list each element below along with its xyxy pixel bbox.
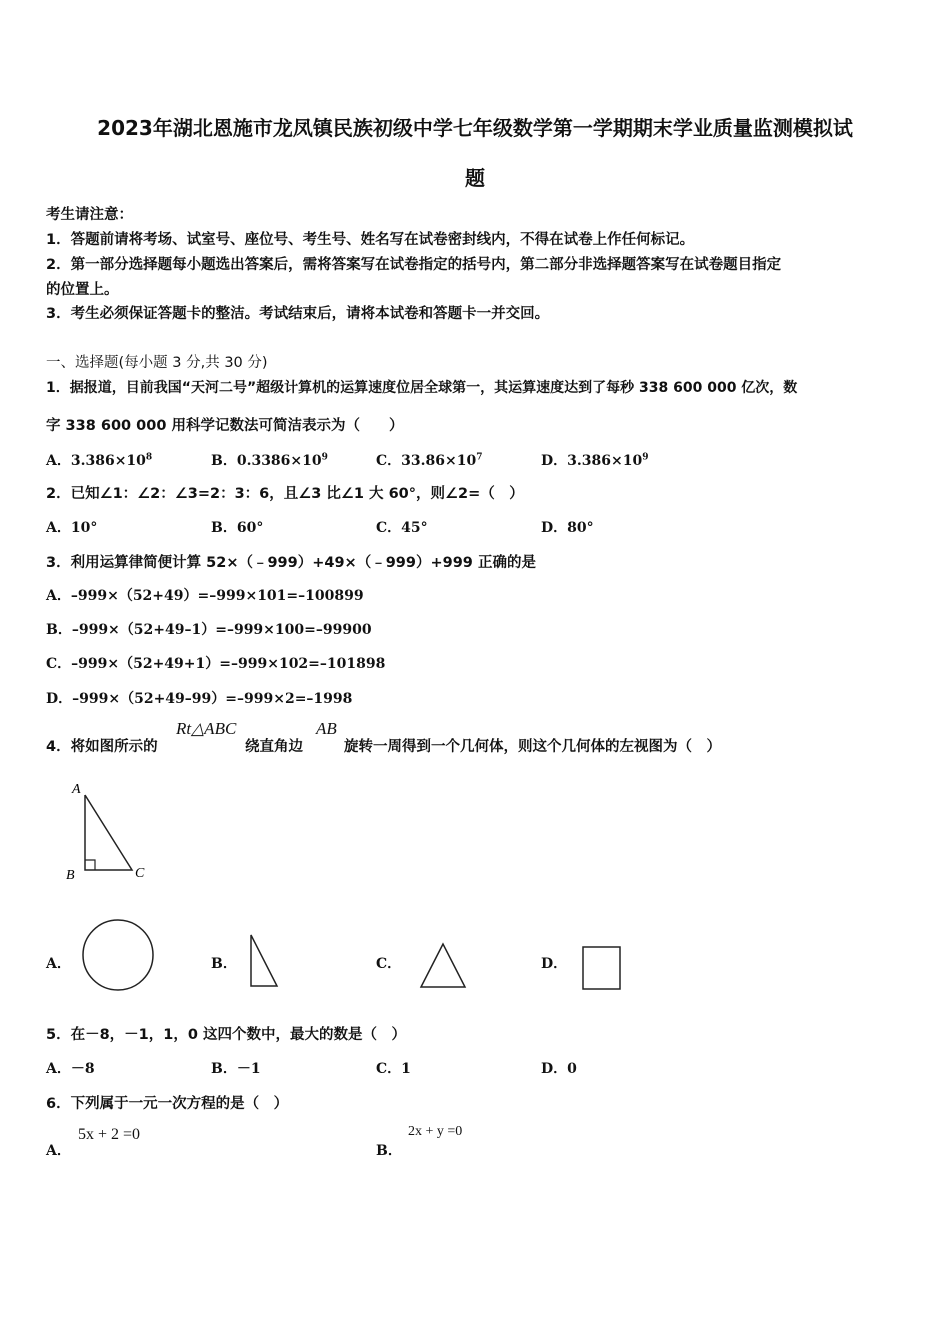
circle-icon [80,918,160,994]
q1-option-b: B．$0.3386\times 10^9$ [211,452,328,469]
square-icon [580,944,624,992]
q6-option-a: A． [46,1143,71,1159]
question-4-math-triangle: Rt△ABC [176,719,237,738]
question-1-text: 1．据报道，目前我国“天河二号”超级计算机的运算速度位居全球第一，其运算速度达到了每秒 338 600 000 亿次，数 [46,380,798,396]
q2-option-d: D．80° [541,520,594,536]
q3-option-b: B．–999×（52+49–1）=–999×100=–99900 [46,622,372,638]
q3-option-c: C．–999×（52+49+1）=–999×102=–101898 [46,656,386,672]
notice-heading: 考生请注意： [46,207,133,223]
question-4-part1: 4．将如图所示的 [46,739,158,755]
vertex-label-b: B [66,868,75,883]
vertex-label-a: A [72,782,81,797]
page-title: 2023年湖北恩施市龙凤镇民族初级中学七年级数学第一学期期末学业质量监测模拟试 [97,116,853,140]
right-triangle-figure [60,775,160,885]
question-4-part2: 绕直角边 [245,739,303,755]
q1-option-d: D．$3.386\times 10^9$ [541,452,649,469]
q6-option-b-expression: 2x + y =0 [408,1124,463,1139]
notice-item-2-cont: 的位置上。 [46,282,119,298]
q1-option-c: C．$33.86\times 10^7$ [376,452,483,469]
question-5-text: 5．在－8，－1，1，0 这四个数中，最大的数是（ ） [46,1027,406,1043]
q2-option-b: B．60° [211,520,264,536]
notice-item-2: 2．第一部分选择题每小题选出答案后，需将答案写在试卷指定的括号内，第二部分非选择题答案写在试卷题目指定 [46,257,782,273]
question-4-math-edge: AB [316,719,337,738]
q6-option-a-expression: 5x + 2 =0 [78,1126,141,1143]
question-1-text-cont: 字 338 600 000 用科学记数法可简洁表示为（ ） [46,418,404,434]
vertex-label-c: C [135,866,145,881]
q4-option-a: A． [46,956,71,972]
q4-option-c: C． [376,956,402,972]
q4-option-b: B． [211,956,237,972]
triangle-outline [85,795,132,870]
q2-option-a: A．10° [46,520,98,536]
q5-option-b: B．－1 [211,1061,261,1077]
q2-option-c: C．45° [376,520,428,536]
section-heading: 一、选择题(每小题 3 分,共 30 分) [46,355,268,371]
q3-option-d: D．–999×（52+49–99）=–999×2=–1998 [46,691,353,707]
right-angle-mark [85,860,95,870]
q1-option-a: A．$3.386\times 10^8$ [46,452,153,469]
q5-option-a: A．－8 [46,1061,95,1077]
question-6-text: 6．下列属于一元一次方程的是（ ） [46,1096,289,1112]
question-4-part3: 旋转一周得到一个几何体，则这个几何体的左视图为（ ） [344,739,721,755]
page-title-continued: 题 [465,166,485,190]
question-2-text: 2．已知∠1：∠2：∠3=2：3：6，且∠3 比∠1 大 60°，则∠2=（ ） [46,486,524,502]
right-triangle-icon [245,932,285,992]
question-3-text: 3．利用运算律简便计算 52×（﹣999）+49×（﹣999）+999 正确的是 [46,555,536,571]
notice-item-1: 1．答题前请将考场、试室号、座位号、考生号、姓名写在试卷密封线内，不得在试卷上作任何标记。 [46,232,695,248]
q6-option-b: B． [376,1143,402,1159]
triangle-icon [417,941,471,991]
q5-option-d: D．0 [541,1061,577,1077]
q3-option-a: A．–999×（52+49）=–999×101=–100899 [46,588,364,604]
notice-item-3: 3．考生必须保证答题卡的整洁。考试结束后，请将本试卷和答题卡一并交回。 [46,306,550,322]
q5-option-c: C．1 [376,1061,411,1077]
q4-option-d: D． [541,956,568,972]
